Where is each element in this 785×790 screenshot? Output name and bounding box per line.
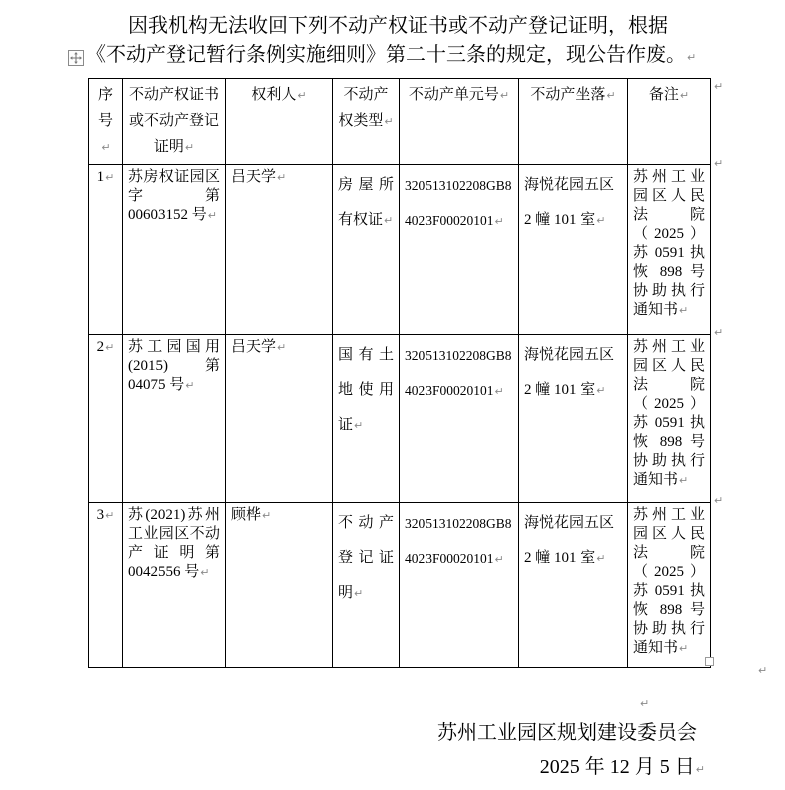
cell-text: 不动产登记证明 xyxy=(338,515,394,601)
cell-certificate xyxy=(123,165,226,335)
paragraph-mark-icon: ↵ xyxy=(185,379,195,392)
paragraph-mark-icon: ↵ xyxy=(714,494,724,507)
footer-issuer xyxy=(437,716,697,745)
paragraph-mark-icon: ↵ xyxy=(640,697,650,710)
paragraph-mark-icon: ↵ xyxy=(695,763,705,776)
header-text: 备注 xyxy=(648,87,679,103)
header-text: 不动产权类型 xyxy=(338,87,389,129)
cell-text: 苏(2021)苏州工业园区不动产证明第 0042556 号 xyxy=(128,507,220,580)
intro-line-2 xyxy=(86,43,696,70)
table-move-handle[interactable] xyxy=(68,50,84,66)
paragraph-mark-icon: ↵ xyxy=(384,115,394,128)
header-cell-remark xyxy=(628,79,711,165)
paragraph-mark-icon: ↵ xyxy=(277,171,287,184)
paragraph-mark-icon: ↵ xyxy=(207,209,217,222)
table-row xyxy=(89,165,711,335)
paragraph-mark-icon: ↵ xyxy=(105,341,115,354)
cell-location xyxy=(519,503,628,668)
header-text: 权利人 xyxy=(251,87,297,103)
cell-text: 320513102208GB84023F00020101 xyxy=(405,178,512,228)
table-header-row xyxy=(89,79,711,165)
cell-text: 320513102208GB84023F00020101 xyxy=(405,516,512,566)
cell-text: 顾桦 xyxy=(231,507,262,523)
cell-certificate xyxy=(123,503,226,668)
cell-text: 苏州工业园区人民法院（2025）苏 0591 执恢 898 号协助执行通知书 xyxy=(633,339,705,488)
cell-remark xyxy=(628,165,711,335)
cell-right-type xyxy=(333,165,400,335)
paragraph-mark-icon: ↵ xyxy=(354,587,364,600)
paragraph-mark-icon: ↵ xyxy=(687,51,697,64)
cell-text: 3 xyxy=(96,507,105,523)
paragraph-mark-icon: ↵ xyxy=(200,566,210,579)
cell-location xyxy=(519,165,628,335)
paragraph-mark-icon: ↵ xyxy=(101,141,111,154)
intro-line-2-text: 《不动产登记暂行条例实施细则》第二十三条的规定，现公告作废。 xyxy=(86,44,686,66)
paragraph-mark-icon: ↵ xyxy=(714,80,724,93)
header-cell-holder xyxy=(226,79,333,165)
header-cell-unit-no xyxy=(400,79,519,165)
cell-text: 苏州工业园区人民法院（2025）苏 0591 执恢 898 号协助执行通知书 xyxy=(633,507,705,656)
cell-text: 吕天学 xyxy=(231,339,277,355)
paragraph-mark-icon: ↵ xyxy=(596,552,606,565)
paragraph-mark-icon: ↵ xyxy=(262,509,272,522)
paragraph-mark-icon: ↵ xyxy=(758,664,768,677)
cell-text: 苏房权证园区字第 00603152 号 xyxy=(128,169,220,223)
cell-text: 海悦花园五区 2 幢 101 室 xyxy=(524,177,615,228)
cell-seq xyxy=(89,165,123,335)
cell-right-type xyxy=(333,335,400,503)
header-text: 不动产权证书或不动产登记证明 xyxy=(128,87,219,155)
paragraph-mark-icon: ↵ xyxy=(714,326,724,339)
paragraph-mark-icon: ↵ xyxy=(606,89,616,102)
paragraph-mark-icon: ↵ xyxy=(354,419,364,432)
paragraph-mark-icon: ↵ xyxy=(679,304,689,317)
header-text: 序号 xyxy=(97,87,113,129)
paragraph-mark-icon: ↵ xyxy=(494,215,504,228)
cell-text: 2 xyxy=(96,339,105,355)
cell-remark xyxy=(628,503,711,668)
cell-text: 苏州工业园区人民法院（2025）苏 0591 执恢 898 号协助执行通知书 xyxy=(633,169,705,318)
cell-seq xyxy=(89,503,123,668)
table-resize-handle[interactable] xyxy=(705,657,714,666)
paragraph-mark-icon: ↵ xyxy=(499,89,510,102)
cell-text: 海悦花园五区 2 幢 101 室 xyxy=(524,347,615,398)
cell-text: 房屋所有权证 xyxy=(338,177,394,228)
cell-text: 320513102208GB84023F00020101 xyxy=(405,348,512,398)
cell-right-type xyxy=(333,503,400,668)
cell-unit-no xyxy=(400,335,519,503)
footer-issuer-text: 苏州工业园区规划建设委员会 xyxy=(437,722,697,744)
header-cell-certificate xyxy=(123,79,226,165)
cell-holder xyxy=(226,165,333,335)
paragraph-mark-icon: ↵ xyxy=(494,385,504,398)
paragraph-mark-icon: ↵ xyxy=(596,384,606,397)
cell-text: 吕天学 xyxy=(231,169,277,185)
table-row xyxy=(89,335,711,503)
paragraph-mark-icon: ↵ xyxy=(105,509,115,522)
paragraph-mark-icon: ↵ xyxy=(494,553,504,566)
header-text: 不动产坐落 xyxy=(530,87,606,103)
paragraph-mark-icon: ↵ xyxy=(714,157,724,170)
paragraph-mark-icon: ↵ xyxy=(679,474,689,487)
header-cell-right-type xyxy=(333,79,400,165)
paragraph-mark-icon: ↵ xyxy=(297,89,307,102)
header-text: 不动产单元号 xyxy=(408,87,499,103)
intro-line-1 xyxy=(128,14,668,38)
paragraph-mark-icon: ↵ xyxy=(105,171,115,184)
cell-holder xyxy=(226,503,333,668)
paragraph-mark-icon: ↵ xyxy=(277,341,287,354)
cell-text: 国有土地使用证 xyxy=(338,347,394,433)
cell-text: 苏工园国用(2015)第 04075 号 xyxy=(128,339,220,393)
table-row xyxy=(89,503,711,668)
paragraph-mark-icon: ↵ xyxy=(384,214,394,227)
header-cell-seq xyxy=(89,79,123,165)
paragraph-mark-icon: ↵ xyxy=(679,642,689,655)
cell-unit-no xyxy=(400,503,519,668)
cell-text: 1 xyxy=(96,169,105,185)
paragraph-mark-icon: ↵ xyxy=(596,214,606,227)
announcement-table xyxy=(88,78,711,668)
intro-line-1-text: 因我机构无法收回下列不动产权证书或不动产登记证明，根据 xyxy=(128,15,668,37)
cell-location xyxy=(519,335,628,503)
cell-certificate xyxy=(123,335,226,503)
move-arrows-icon xyxy=(70,52,82,64)
paragraph-mark-icon: ↵ xyxy=(184,141,195,154)
header-cell-location xyxy=(519,79,628,165)
cell-text: 海悦花园五区 2 幢 101 室 xyxy=(524,515,615,566)
footer-date xyxy=(540,750,705,779)
paragraph-mark-icon: ↵ xyxy=(679,89,690,102)
cell-remark xyxy=(628,335,711,503)
cell-seq xyxy=(89,335,123,503)
cell-unit-no xyxy=(400,165,519,335)
footer-date-text: 2025 年 12 月 5 日 xyxy=(539,756,695,778)
cell-holder xyxy=(226,335,333,503)
